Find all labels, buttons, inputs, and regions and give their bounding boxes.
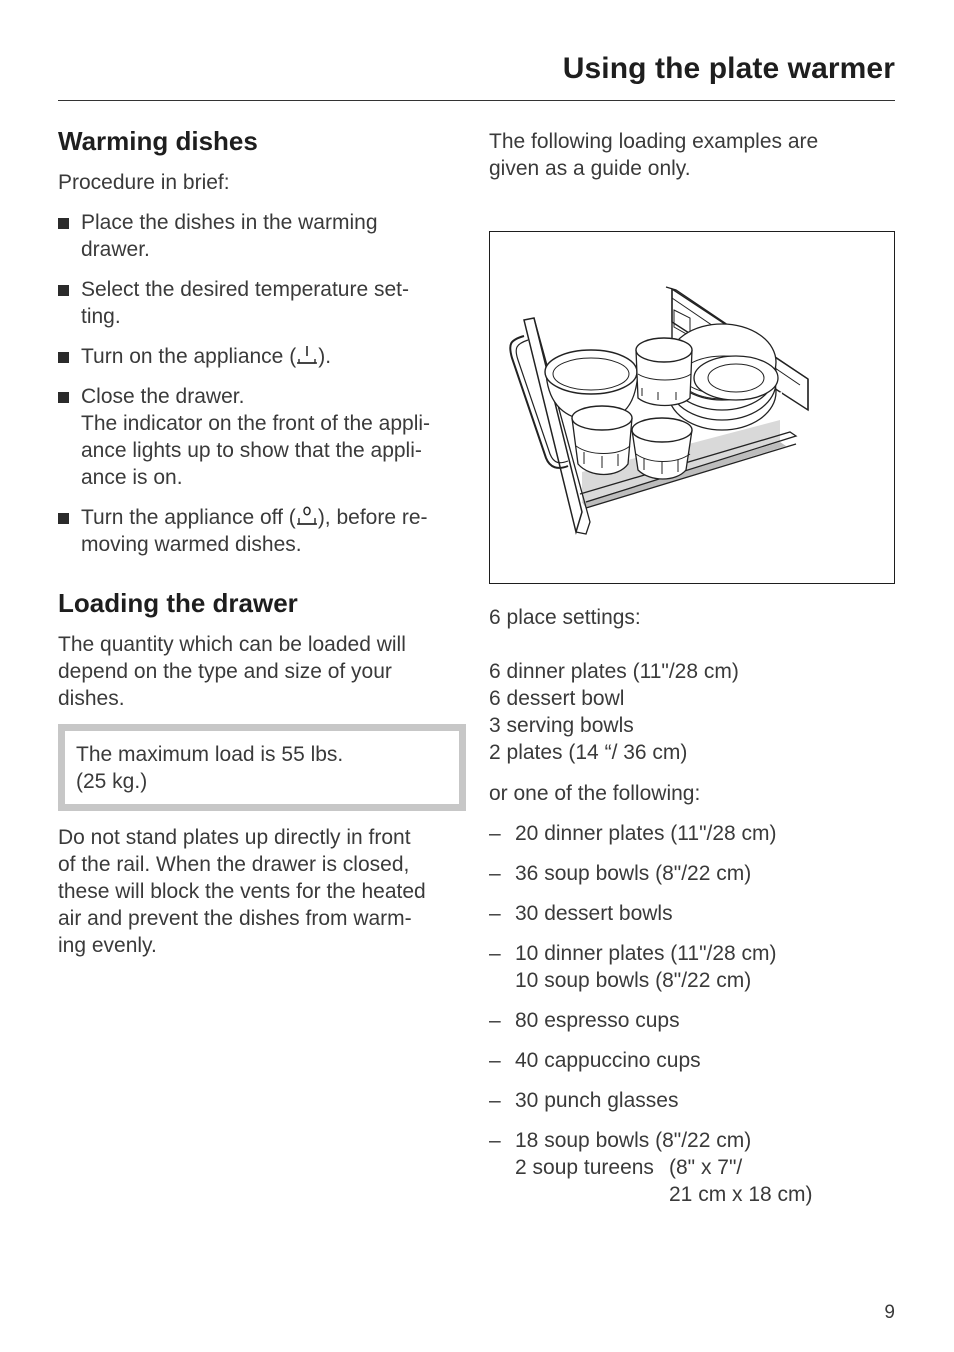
paragraph-line: The quantity which can be loaded will — [58, 633, 406, 656]
bullet-square-icon — [58, 392, 69, 403]
step-text-line: ance lights up to show that the appli- — [81, 439, 422, 462]
dash-mark: – — [489, 1009, 501, 1032]
right-column — [489, 128, 899, 1208]
tureen-row — [515, 1154, 899, 1181]
power-off-icon — [296, 504, 318, 528]
header-divider — [58, 100, 895, 101]
option-item — [489, 860, 899, 887]
dash-mark: – — [489, 942, 501, 965]
paragraph-line: given as a guide only. — [489, 157, 691, 180]
place-setting-item: 3 serving bowls — [489, 714, 634, 737]
tureen-size-metric: 21 cm x 18 cm) — [669, 1183, 813, 1206]
loading-paragraph-2 — [58, 824, 466, 959]
procedure-intro: Procedure in brief: — [58, 171, 230, 194]
step-text-line: ance is on. — [81, 466, 183, 489]
dash-mark: – — [489, 822, 501, 845]
step-place-dishes — [58, 209, 466, 263]
step-turn-off — [58, 504, 466, 558]
step-text-line — [81, 504, 466, 531]
paragraph-line: dishes. — [58, 687, 125, 710]
left-column — [58, 124, 466, 959]
place-settings-label: 6 place settings: — [489, 606, 641, 629]
bullet-square-icon — [58, 285, 69, 296]
tureen-label: 2 soup tureens — [515, 1156, 654, 1179]
dash-mark: – — [489, 1129, 501, 1152]
option-text: 40 cappuccino cups — [515, 1049, 701, 1072]
alternatives-label: or one of the following: — [489, 782, 701, 805]
paragraph-line: depend on the type and size of your — [58, 660, 392, 683]
option-item — [489, 1047, 899, 1074]
option-text: 10 dinner plates (11"/28 cm) — [515, 942, 777, 965]
step-text-line: Place the dishes in the warming — [81, 211, 378, 234]
step-text-line: moving warmed dishes. — [81, 533, 302, 556]
option-text: 30 punch glasses — [515, 1089, 679, 1112]
option-item — [489, 1127, 899, 1208]
option-text: 20 dinner plates (11"/28 cm) — [515, 822, 777, 845]
power-on-icon — [296, 343, 318, 367]
paragraph-line: Do not stand plates up directly in front — [58, 826, 411, 849]
loaded-drawer-drawing — [490, 232, 894, 583]
step-text-line: The indicator on the front of the appli- — [81, 412, 431, 435]
loading-drawer-heading: Loading the drawer — [58, 588, 298, 618]
loading-paragraph-1 — [58, 631, 466, 712]
paragraph-line: of the rail. When the drawer is closed, — [58, 853, 410, 876]
soup-bowl — [632, 418, 692, 479]
bullet-square-icon — [58, 513, 69, 524]
tureen-size: (8" x 7"/ — [669, 1156, 743, 1179]
bullet-square-icon — [58, 352, 69, 363]
option-item — [489, 820, 899, 847]
max-load-notice — [58, 724, 466, 811]
step-text-line: drawer. — [81, 238, 150, 261]
option-item — [489, 1087, 899, 1114]
option-text: 10 soup bowls (8"/22 cm) — [515, 969, 752, 992]
dash-mark: – — [489, 862, 501, 885]
dash-mark: – — [489, 902, 501, 925]
place-settings-list — [489, 658, 899, 766]
step-text-line: Select the desired temperature set- — [81, 278, 410, 301]
soup-bowl — [572, 406, 632, 475]
step-text-line — [81, 343, 466, 370]
step-text: Turn the appliance off ( — [81, 506, 296, 529]
option-text: 80 espresso cups — [515, 1009, 680, 1032]
examples-intro — [489, 128, 899, 182]
paragraph-line: these will block the vents for the heated — [58, 880, 426, 903]
paragraph-line: The following loading examples are — [489, 130, 819, 153]
step-text: ), before re- — [317, 506, 428, 529]
option-text: 30 dessert bowls — [515, 902, 673, 925]
warming-dishes-heading: Warming dishes — [58, 126, 258, 156]
paragraph-line: ing evenly. — [58, 934, 157, 957]
paragraph-line: air and prevent the dishes from warm- — [58, 907, 412, 930]
option-text: 36 soup bowls (8"/22 cm) — [515, 862, 752, 885]
notice-line: The maximum load is 55 lbs. — [76, 743, 344, 766]
option-item — [489, 1007, 899, 1034]
step-turn-on — [58, 343, 466, 370]
option-item — [489, 900, 899, 927]
place-setting-item: 6 dinner plates (11"/28 cm) — [489, 660, 739, 683]
page-number: 9 — [884, 1302, 895, 1323]
step-select-temperature — [58, 276, 466, 330]
step-text-line: ting. — [81, 305, 121, 328]
place-setting-item: 6 dessert bowl — [489, 687, 625, 710]
bullet-square-icon — [58, 218, 69, 229]
step-close-drawer — [58, 383, 466, 491]
option-text: 18 soup bowls (8"/22 cm) — [515, 1129, 752, 1152]
place-setting-item: 2 plates (14 “/ 36 cm) — [489, 741, 688, 764]
serving-bowl — [636, 338, 692, 406]
page-title: Using the plate warmer — [562, 52, 895, 85]
notice-line: (25 kg.) — [76, 770, 148, 793]
step-text-line: Close the drawer. — [81, 385, 245, 408]
dash-mark: – — [489, 1089, 501, 1112]
option-item — [489, 940, 899, 994]
step-text: Turn on the appliance ( — [81, 345, 297, 368]
step-text: ). — [318, 345, 332, 368]
drawer-illustration — [489, 231, 895, 584]
dash-mark: – — [489, 1049, 501, 1072]
